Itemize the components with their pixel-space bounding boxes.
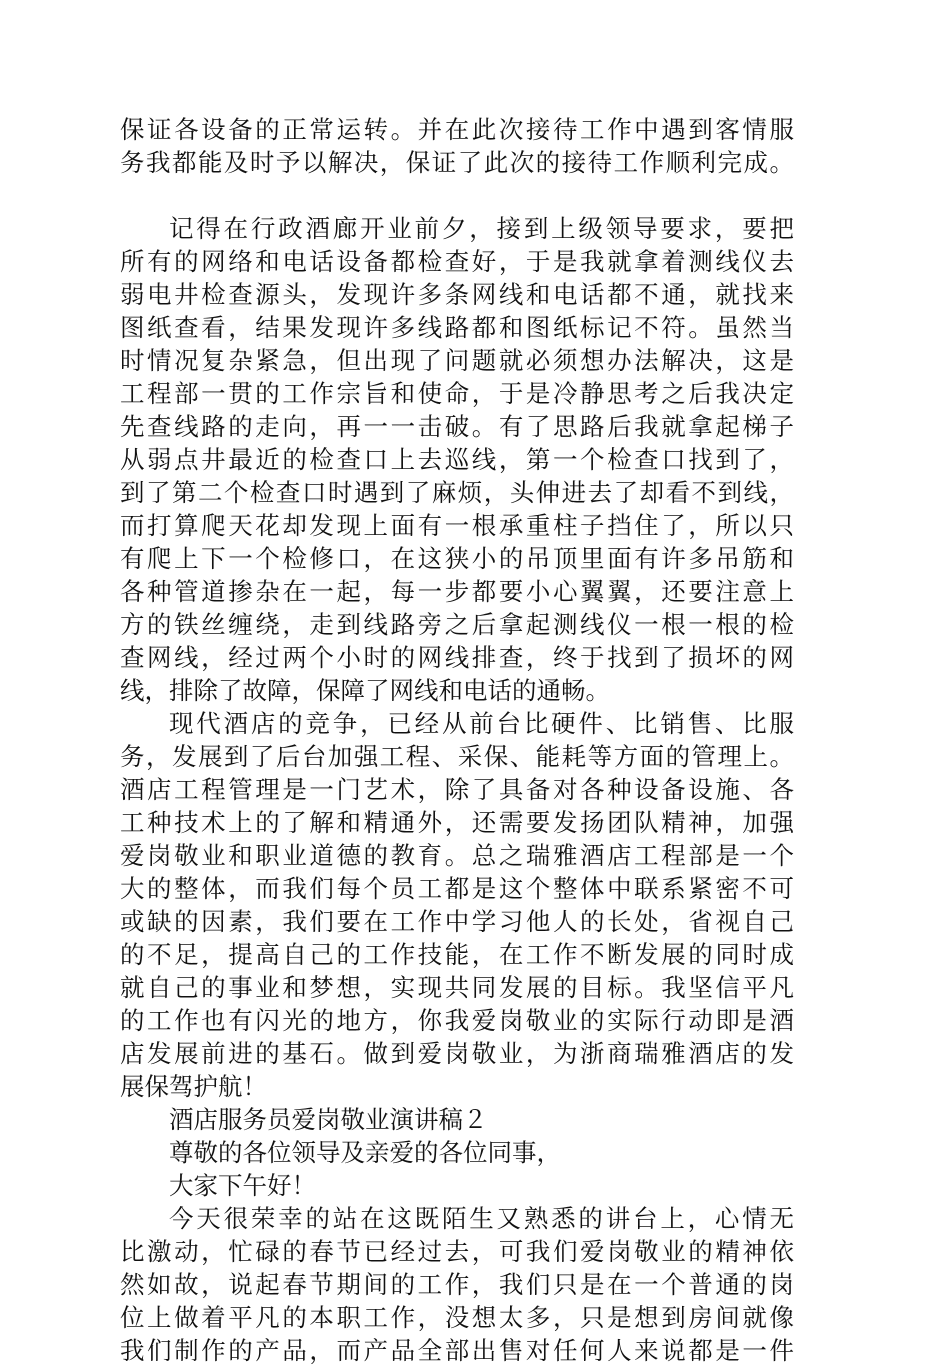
text-line: 先查线路的走向，再一一击破。有了思路后我就拿起梯子	[120, 412, 794, 441]
text-line: 展保驾护航！	[120, 1072, 267, 1101]
text-line: 方的铁丝缠绕，走到线路旁之后拿起测线仪一根一根的检	[120, 610, 794, 639]
text-line: 弱电井检查源头，发现许多条网线和电话都不通，就找来	[120, 280, 794, 309]
text-line: 工程部一贯的工作宗旨和使命，于是冷静思考之后我决定	[120, 379, 794, 408]
text-line: 的不足，提高自己的工作技能，在工作不断发展的同时成	[120, 940, 794, 969]
greeting: 大家下午好！	[169, 1171, 316, 1200]
text-line: 有爬上下一个检修口，在这狭小的吊顶里面有许多吊筋和	[120, 544, 794, 573]
text-line: 店发展前进的基石。做到爱岗敬业，为浙商瑞雅酒店的发	[120, 1039, 794, 1068]
text-line: 查网线，经过两个小时的网线排查，终于找到了损坏的网	[120, 643, 794, 672]
text-line: 所有的网络和电话设备都检查好，于是我就拿着测线仪去	[120, 247, 794, 276]
text-line: 务，发展到了后台加强工程、采保、能耗等方面的管理上。	[120, 742, 794, 771]
text-line: 或缺的因素，我们要在工作中学习他人的长处，省视自己	[120, 907, 794, 936]
text-line: 线，排除了故障，保障了网线和电话的通畅。	[120, 676, 610, 705]
text-line: 比激动，忙碌的春节已经过去，可我们爱岗敬业的精神依	[120, 1237, 794, 1266]
text-line: 各种管道掺杂在一起，每一步都要小心翼翼，还要注意上	[120, 577, 794, 606]
text-line: 就自己的事业和梦想，实现共同发展的目标。我坚信平凡	[120, 973, 794, 1002]
text-line: 到了第二个检查口时遇到了麻烦，头伸进去了却看不到线，	[120, 478, 794, 507]
text-line: 保证各设备的正常运转。并在此次接待工作中遇到客情服	[120, 115, 794, 144]
text-line: 位上做着平凡的本职工作，没想太多，只是想到房间就像	[120, 1303, 794, 1332]
text-line: 务我都能及时予以解决，保证了此次的接待工作顺利完成。	[120, 148, 794, 177]
paragraph-1	[120, 113, 794, 179]
text-line: 酒店工程管理是一门艺术，除了具备对各种设备设施、各	[120, 775, 794, 804]
text-line: 然如故，说起春节期间的工作，我们只是在一个普通的岗	[120, 1270, 794, 1299]
text-line: 从弱点井最近的检查口上去巡线，第一个检查口找到了，	[120, 445, 794, 474]
text-line: 大的整体，而我们每个员工都是这个整体中联系紧密不可	[120, 874, 794, 903]
paragraph-gap	[120, 179, 794, 212]
section-heading: 酒店服务员爱岗敬业演讲稿２	[169, 1105, 488, 1134]
text-line: 的工作也有闪光的地方，你我爱岗敬业的实际行动即是酒	[120, 1006, 794, 1035]
text-line: 时情况复杂紧急，但出现了问题就必须想办法解决，这是	[120, 346, 794, 375]
text-line: 记得在行政酒廊开业前夕，接到上级领导要求，要把	[169, 214, 794, 243]
text-line: 爱岗敬业和职业道德的教育。总之瑞雅酒店工程部是一个	[120, 841, 794, 870]
document-body	[120, 113, 794, 1367]
text-line: 图纸查看，结果发现许多线路都和图纸标记不符。虽然当	[120, 313, 794, 342]
paragraph-4	[120, 1202, 794, 1367]
text-line: 而打算爬天花却发现上面有一根承重柱子挡住了，所以只	[120, 511, 794, 540]
text-line: 今天很荣幸的站在这既陌生又熟悉的讲台上，心情无	[169, 1204, 794, 1233]
text-line: 现代酒店的竞争，已经从前台比硬件、比销售、比服	[169, 709, 794, 738]
text-line: 工种技术上的了解和精通外，还需要发扬团队精神，加强	[120, 808, 794, 837]
text-line: 我们制作的产品，而产品全部出售对任何人来说都是一件	[120, 1336, 794, 1365]
paragraph-3	[120, 707, 794, 1103]
salutation: 尊敬的各位领导及亲爱的各位同事，	[169, 1138, 561, 1167]
paragraph-2	[120, 212, 794, 707]
